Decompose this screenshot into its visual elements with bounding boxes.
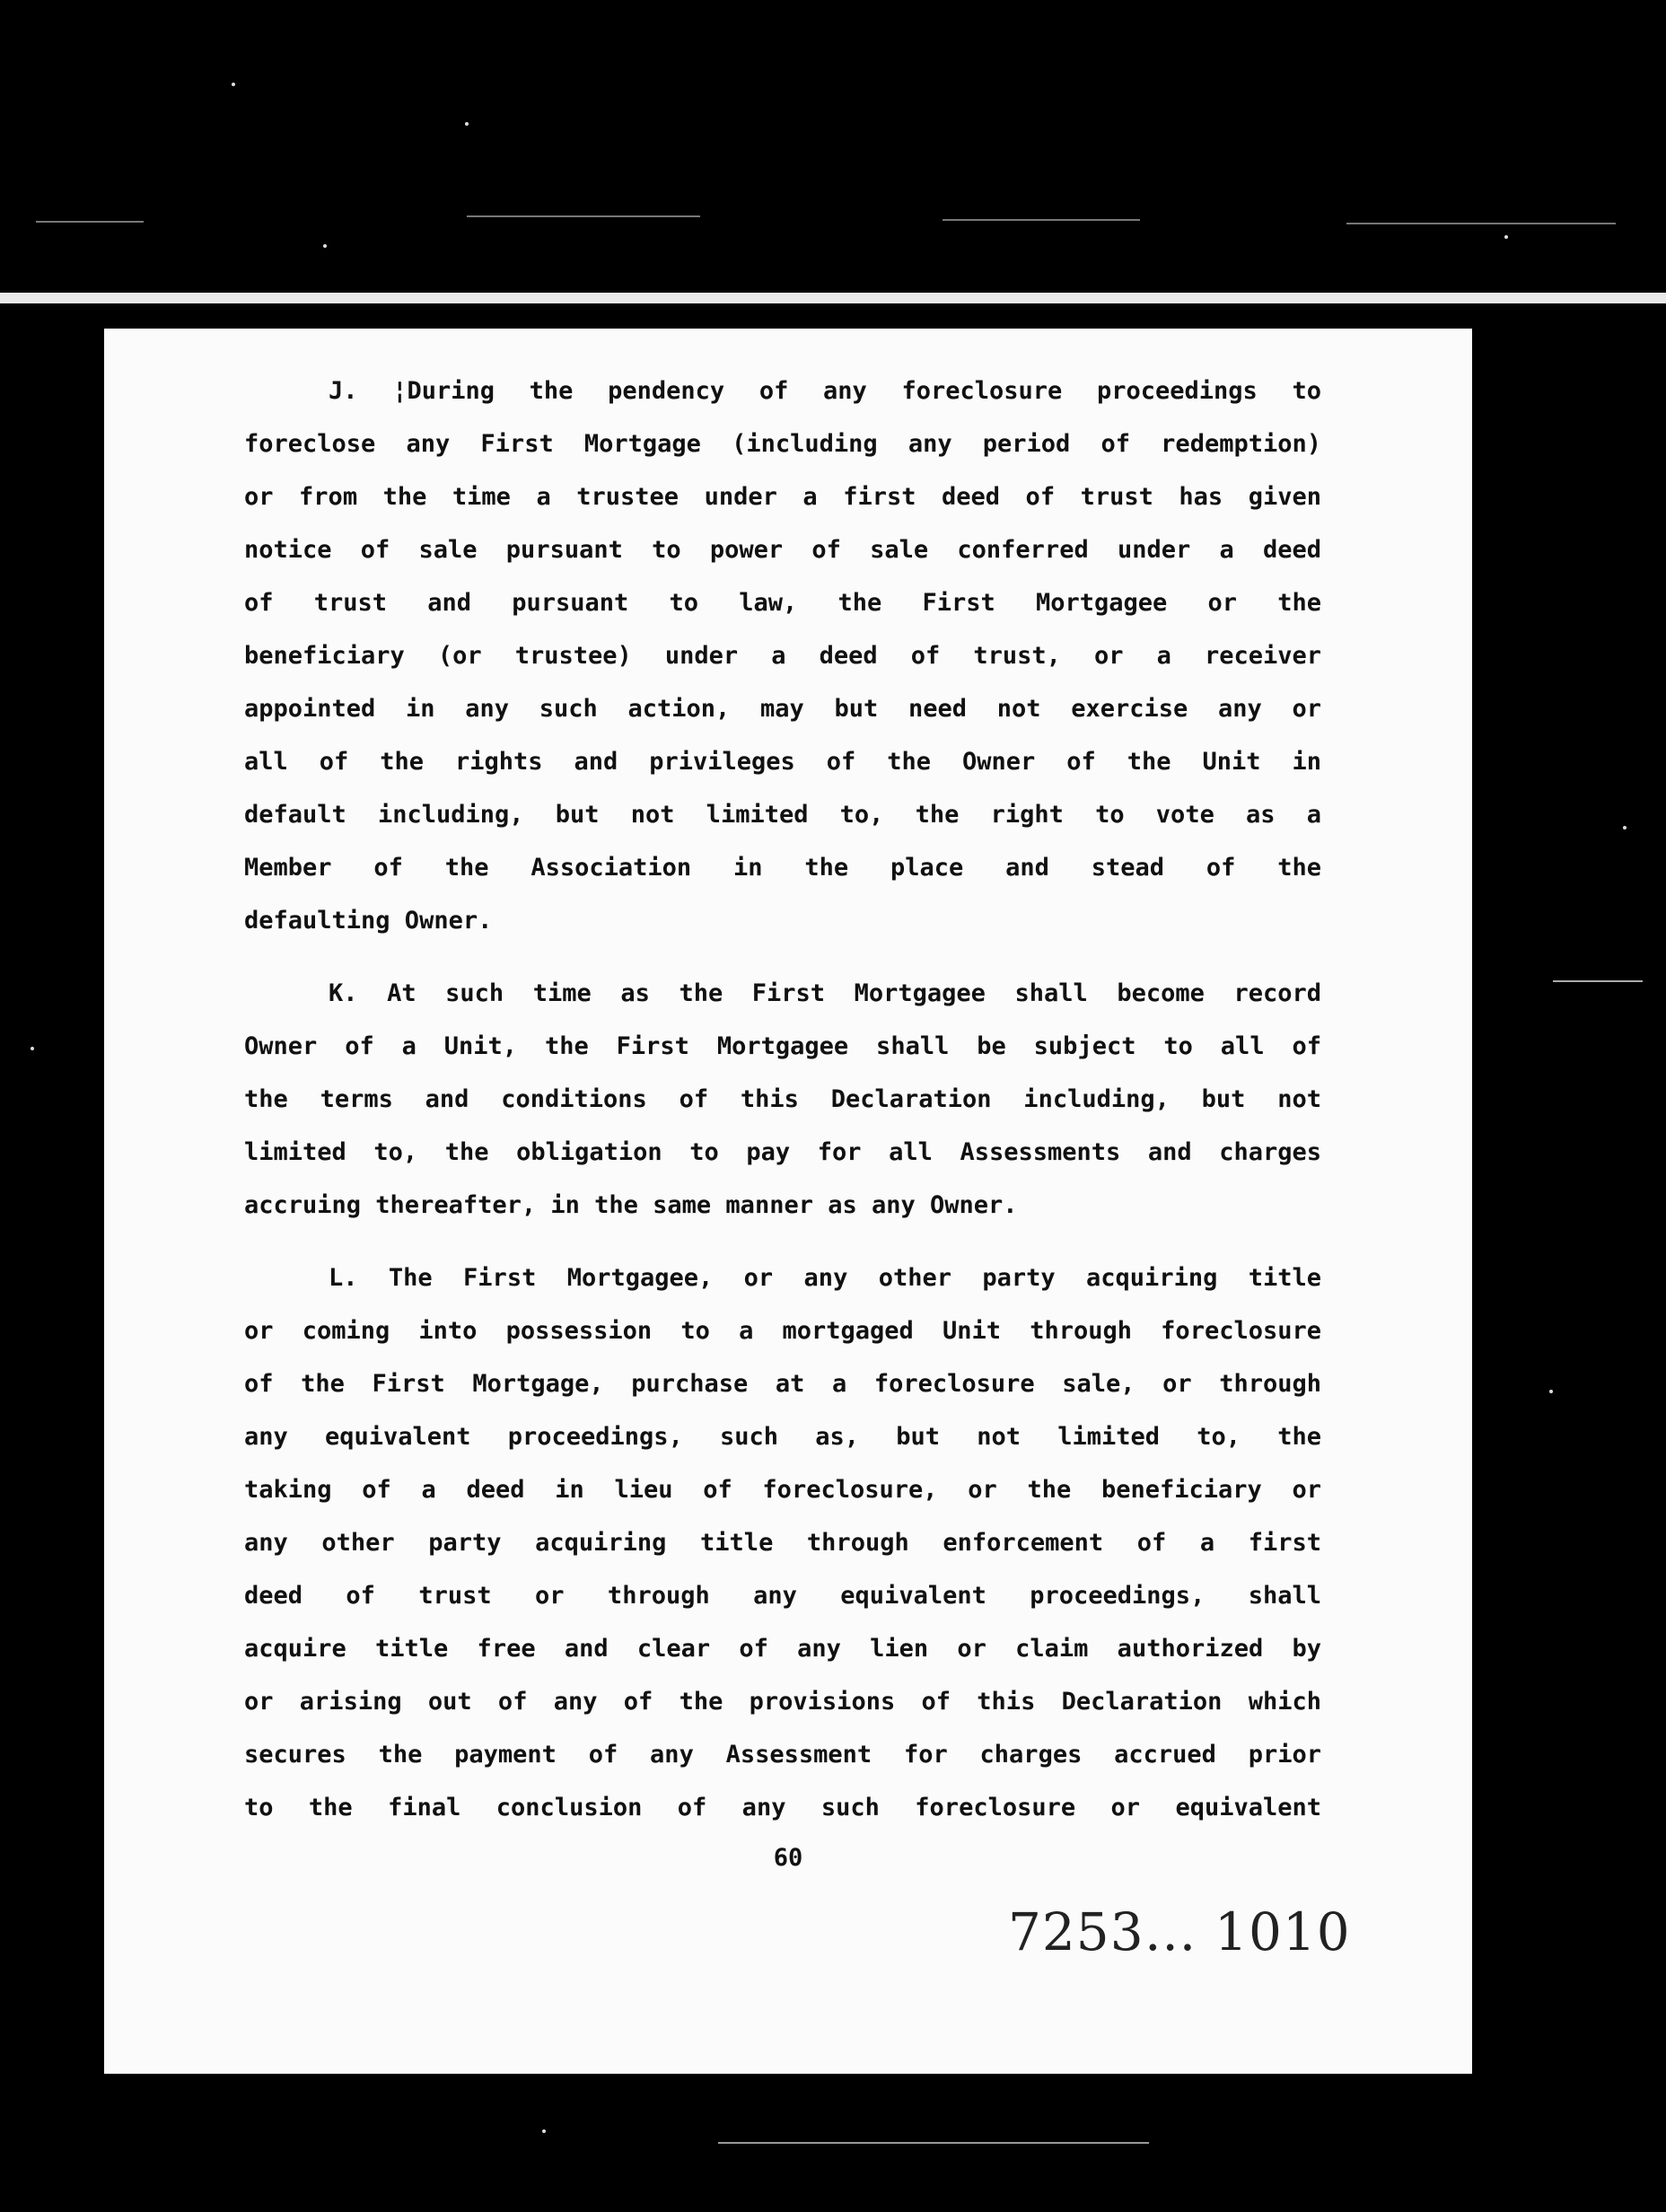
scan-artifact bbox=[467, 215, 700, 217]
scan-artifact bbox=[1549, 1390, 1553, 1393]
text-line: defaulting Owner. bbox=[244, 907, 493, 935]
text-line: K. At such time as the First Mortgagee shall become record bbox=[329, 979, 1321, 1007]
scan-artifact bbox=[542, 2129, 546, 2133]
text-line: deed of trust or through any equivalent proceedings, shall bbox=[244, 1582, 1321, 1610]
text-line: or arising out of any of the provisions of this Declaration which bbox=[244, 1688, 1321, 1716]
paragraph-k bbox=[244, 967, 1321, 1232]
text-line: any other party acquiring title through enforcement of a first bbox=[244, 1529, 1321, 1557]
text-line: or coming into possession to a mortgaged Unit through foreclosure bbox=[244, 1317, 1321, 1345]
text-line: J. ¦During the pendency of any foreclosure proceedings to bbox=[329, 377, 1321, 405]
recording-stamp: 7253… 1010 bbox=[1008, 1901, 1351, 1962]
document-body bbox=[244, 364, 1321, 1854]
page-top-edge bbox=[0, 293, 1666, 303]
scan-artifact bbox=[31, 1047, 34, 1050]
paragraph-l bbox=[244, 1251, 1321, 1834]
text-line: Member of the Association in the place and stead of the bbox=[244, 854, 1321, 882]
scan-artifact bbox=[232, 83, 235, 86]
text-line: default including, but not limited to, the right to vote as a bbox=[244, 801, 1321, 829]
scan-artifact bbox=[1623, 826, 1627, 830]
scan-artifact bbox=[1346, 223, 1616, 224]
text-line: accruing thereafter, in the same manner as any Owner. bbox=[244, 1191, 1018, 1219]
text-line: L. The First Mortgagee, or any other party acquiring title bbox=[329, 1264, 1321, 1292]
paragraph-j bbox=[244, 364, 1321, 947]
text-line: beneficiary (or trustee) under a deed of trust, or a receiver bbox=[244, 642, 1321, 670]
text-line: appointed in any such action, may but need not exercise any or bbox=[244, 695, 1321, 723]
text-line: the terms and conditions of this Declaration including, but not bbox=[244, 1085, 1321, 1113]
scan-artifact bbox=[323, 244, 327, 248]
document-page bbox=[104, 329, 1472, 2074]
text-line: limited to, the obligation to pay for all Assessments and charges bbox=[244, 1138, 1321, 1166]
text-line: foreclose any First Mortgage (including any period of redemption) bbox=[244, 430, 1321, 458]
scan-artifact bbox=[718, 2142, 1149, 2144]
scan-artifact bbox=[36, 221, 144, 223]
page-number: 60 bbox=[773, 1844, 803, 1872]
text-line: all of the rights and privileges of the Owner of the Unit in bbox=[244, 748, 1321, 776]
text-line: Owner of a Unit, the First Mortgagee shall be subject to all of bbox=[244, 1032, 1321, 1060]
text-line: to the final conclusion of any such foreclosure or equivalent bbox=[244, 1794, 1321, 1821]
scan-artifact bbox=[1553, 980, 1643, 982]
scan-artifact bbox=[1504, 235, 1508, 239]
text-line: secures the payment of any Assessment for charges accrued prior bbox=[244, 1741, 1321, 1769]
scan-artifact bbox=[465, 122, 469, 126]
text-line: notice of sale pursuant to power of sale conferred under a deed bbox=[244, 536, 1321, 564]
text-line: of the First Mortgage, purchase at a foreclosure sale, or through bbox=[244, 1370, 1321, 1398]
scan-artifact bbox=[943, 219, 1140, 221]
text-line: taking of a deed in lieu of foreclosure, or the beneficiary or bbox=[244, 1476, 1321, 1504]
text-line: or from the time a trustee under a first deed of trust has given bbox=[244, 483, 1321, 511]
text-line: any equivalent proceedings, such as, but not limited to, the bbox=[244, 1423, 1321, 1451]
text-line: of trust and pursuant to law, the First Mortgagee or the bbox=[244, 589, 1321, 617]
text-line: acquire title free and clear of any lien or claim authorized by bbox=[244, 1635, 1321, 1663]
